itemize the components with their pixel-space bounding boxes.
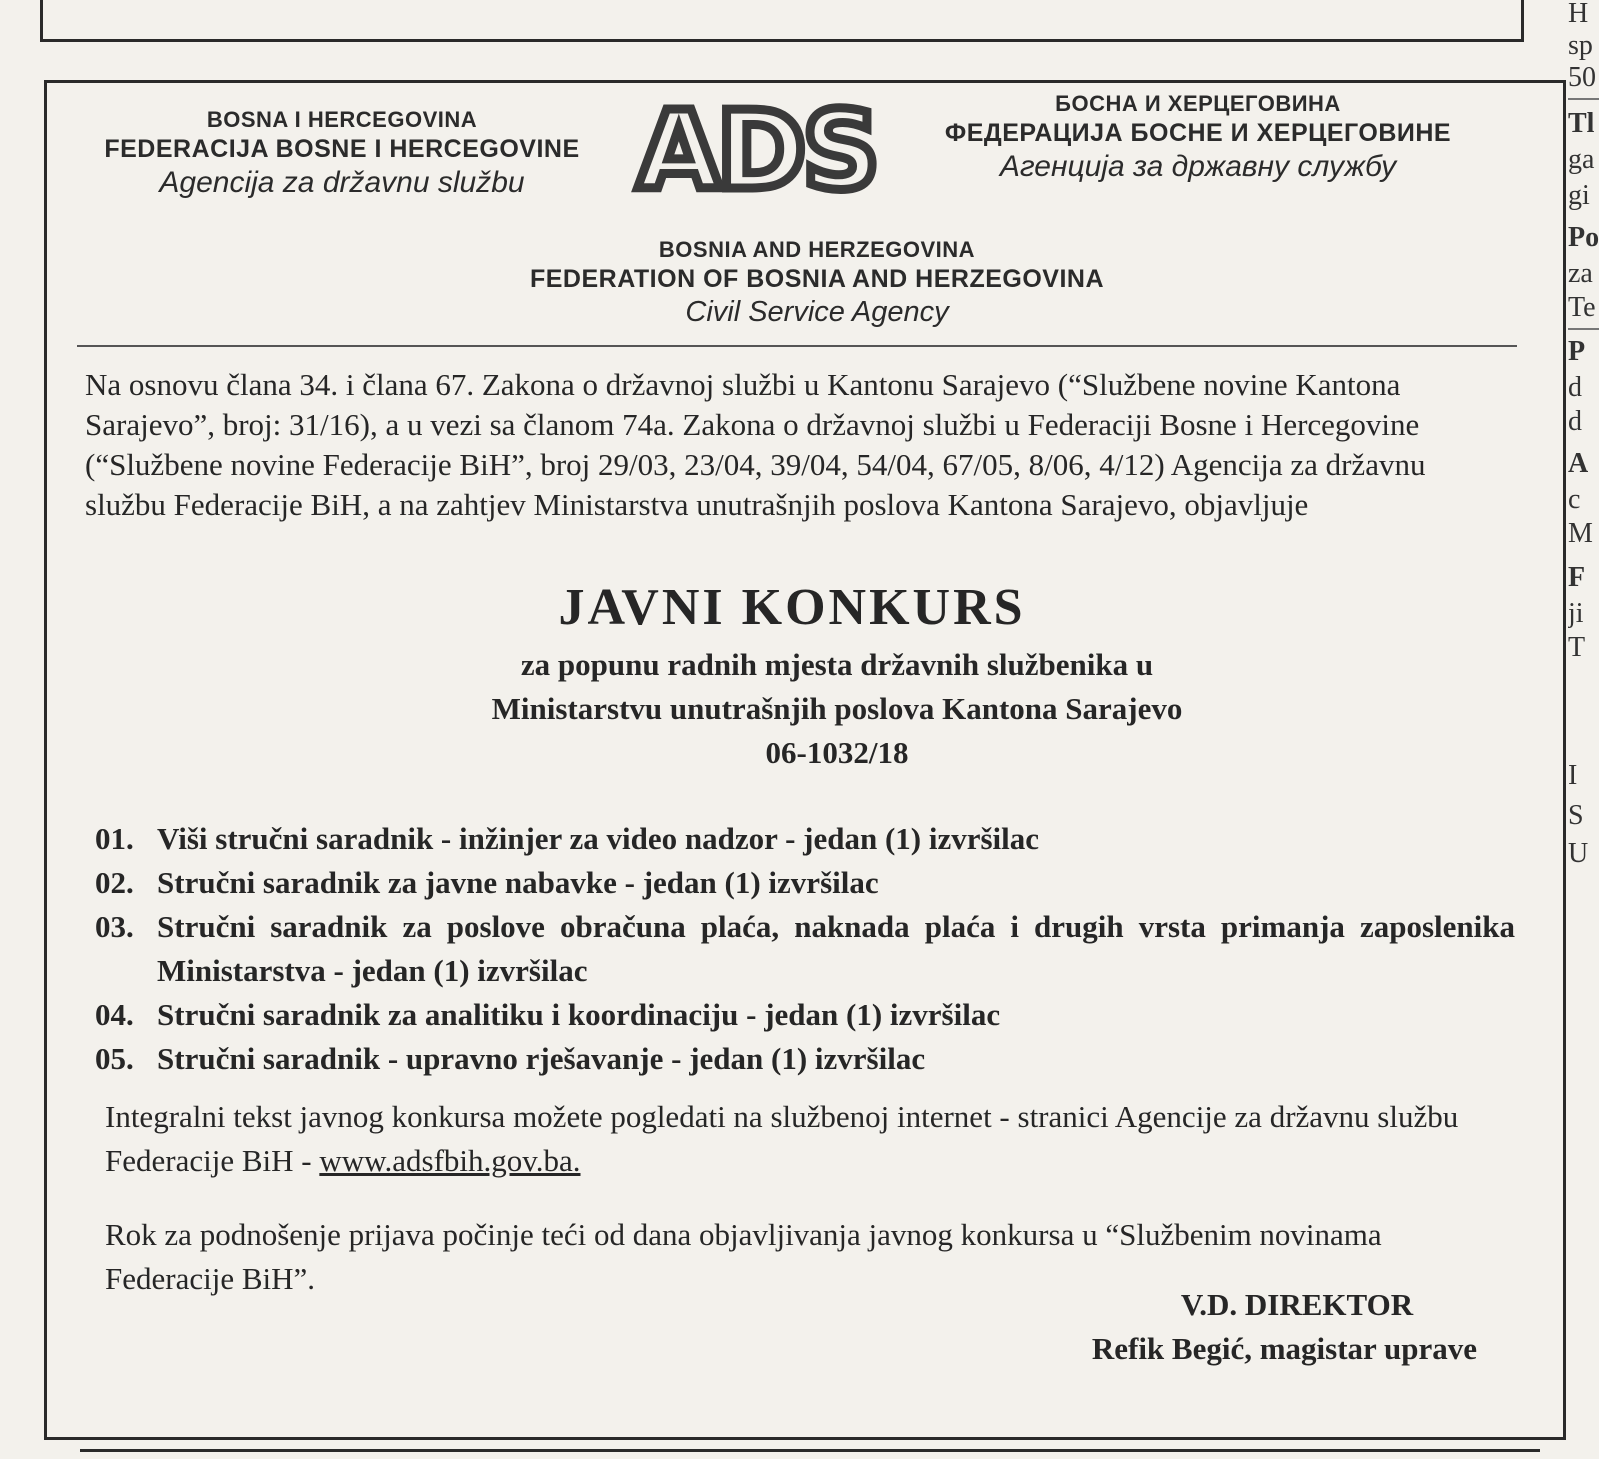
ad-title: JAVNI KONKURS [558, 579, 1026, 636]
signatory-name: Refik Begić, magistar uprave [1091, 1331, 1477, 1366]
position-item [95, 817, 1515, 861]
info-paragraph [105, 1095, 1515, 1183]
position-item [95, 905, 1515, 993]
position-number: 05. [95, 1041, 134, 1076]
side-fragment: U [1568, 838, 1589, 869]
ad-subtitle [47, 643, 1599, 775]
next-ad-frame [80, 1449, 1540, 1452]
position-number: 01. [95, 821, 134, 856]
previous-ad-frame [40, 0, 1524, 42]
ads-logo-text: ADS [637, 89, 877, 214]
position-text: Stručni saradnik za analitiku i koordinaciju - jedan (1) izvršilac [157, 997, 1001, 1032]
side-fragment: ji [1568, 598, 1584, 629]
header-agency-english: Civil Service Agency [685, 296, 949, 328]
header-agency-cyrillic: Агенција за државну службу [999, 150, 1397, 183]
side-fragment: d [1568, 406, 1582, 437]
side-fragment: gi [1568, 180, 1590, 211]
position-item [95, 993, 1515, 1037]
side-fragment: za [1568, 258, 1593, 289]
side-fragment: I [1568, 760, 1578, 791]
side-fragment: P [1568, 336, 1586, 367]
position-item [95, 1037, 1515, 1081]
header-federation-cyrillic: ФЕДЕРАЦИЈА БОСНЕ И ХЕРЦЕГОВИНЕ [944, 119, 1452, 147]
header-left [82, 107, 602, 200]
header-country-cyrillic: БОСНА И ХЕРЦЕГОВИНА [1055, 91, 1341, 116]
job-ad [44, 80, 1566, 1440]
side-fragment: 50 [1568, 62, 1596, 93]
header-right [913, 91, 1483, 184]
side-fragment: M [1568, 518, 1593, 549]
info-text: Integralni tekst javnog konkursa možete pogledati na službenoj internet - stranici Agencije za državnu službu Federacije BiH - [105, 1099, 1459, 1178]
header-federation: FEDERACIJA BOSNE I HERCEGOVINE [104, 135, 580, 163]
side-fragment: A [1568, 448, 1589, 479]
position-item [95, 861, 1515, 905]
header-agency: Agencija za državnu službu [159, 166, 525, 199]
positions-list [95, 817, 1515, 1081]
position-text: Stručni saradnik za javne nabavke - jedan (1) izvršilac [157, 865, 879, 900]
ads-logo [637, 89, 887, 214]
header-divider [77, 345, 1517, 347]
position-number: 02. [95, 865, 134, 900]
side-fragment: ga [1568, 144, 1595, 175]
side-fragment: T [1568, 632, 1586, 663]
header-federation-english: FEDERATION OF BOSNIA AND HERZEGOVINA [529, 265, 1105, 293]
side-fragment: Po [1568, 222, 1599, 253]
position-number: 04. [95, 997, 134, 1032]
position-text: Stručni saradnik - upravno rješavanje - jedan (1) izvršilac [157, 1041, 926, 1076]
side-fragment: H [1568, 0, 1589, 29]
reference-number: 06-1032/18 [765, 735, 909, 770]
header-country: BOSNA I HERCEGOVINA [206, 107, 478, 132]
side-fragment: Tl [1568, 108, 1595, 139]
side-fragment: sp [1568, 30, 1593, 61]
position-text: Stručni saradnik za poslove obračuna plaća, naknada plaća i drugih vrsta primanja zaposlenika Ministarstva - jedan (1) izvršilac [157, 909, 1515, 988]
subtitle-line-2: Ministarstvu unutrašnjih poslova Kantona Sarajevo [491, 691, 1183, 726]
side-rule [1568, 98, 1599, 100]
deadline-paragraph: Rok za podnošenje prijava počinje teći od dana objavljivanja javnog konkursa u “Službenim novinama Federacije BiH”. [105, 1217, 1382, 1296]
signature-block [977, 1283, 1477, 1371]
position-number: 03. [95, 909, 134, 944]
side-fragment: S [1568, 800, 1584, 831]
side-fragment: d [1568, 372, 1582, 403]
side-rule [1568, 328, 1599, 330]
intro-paragraph: Na osnovu člana 34. i člana 67. Zakona o državnoj službi u Kantonu Sarajevo (“Službene novine Kantona Sarajevo”, broj: 31/16), a u vezi sa članom 74a. Zakona o državnoj službi u Federaciji Bosne i Hercegovine (“Službene novine Federacije BiH”, broj 29/03, 23/04, 39/04, 54/04, 67/05, 8/06, 4/12) Agencija za državnu službu Federacije BiH, a na zahtjev Ministarstva unutrašnjih poslova Kantona Sarajevo, objavljuje [85, 367, 1426, 522]
header-center [467, 237, 1167, 329]
agency-website-link[interactable]: www.adsfbih.gov.ba. [319, 1143, 581, 1178]
subtitle-line-1: za popunu radnih mjesta državnih službenika u [520, 647, 1154, 682]
signatory-title: V.D. DIREKTOR [1180, 1287, 1414, 1322]
side-fragment: c [1568, 484, 1581, 515]
side-fragment: F [1568, 562, 1586, 593]
position-text: Viši stručni saradnik - inžinjer za video nadzor - jedan (1) izvršilac [157, 821, 1040, 856]
header-country-english: BOSNIA AND HERZEGOVINA [658, 237, 976, 262]
side-fragment: Te [1568, 292, 1596, 323]
